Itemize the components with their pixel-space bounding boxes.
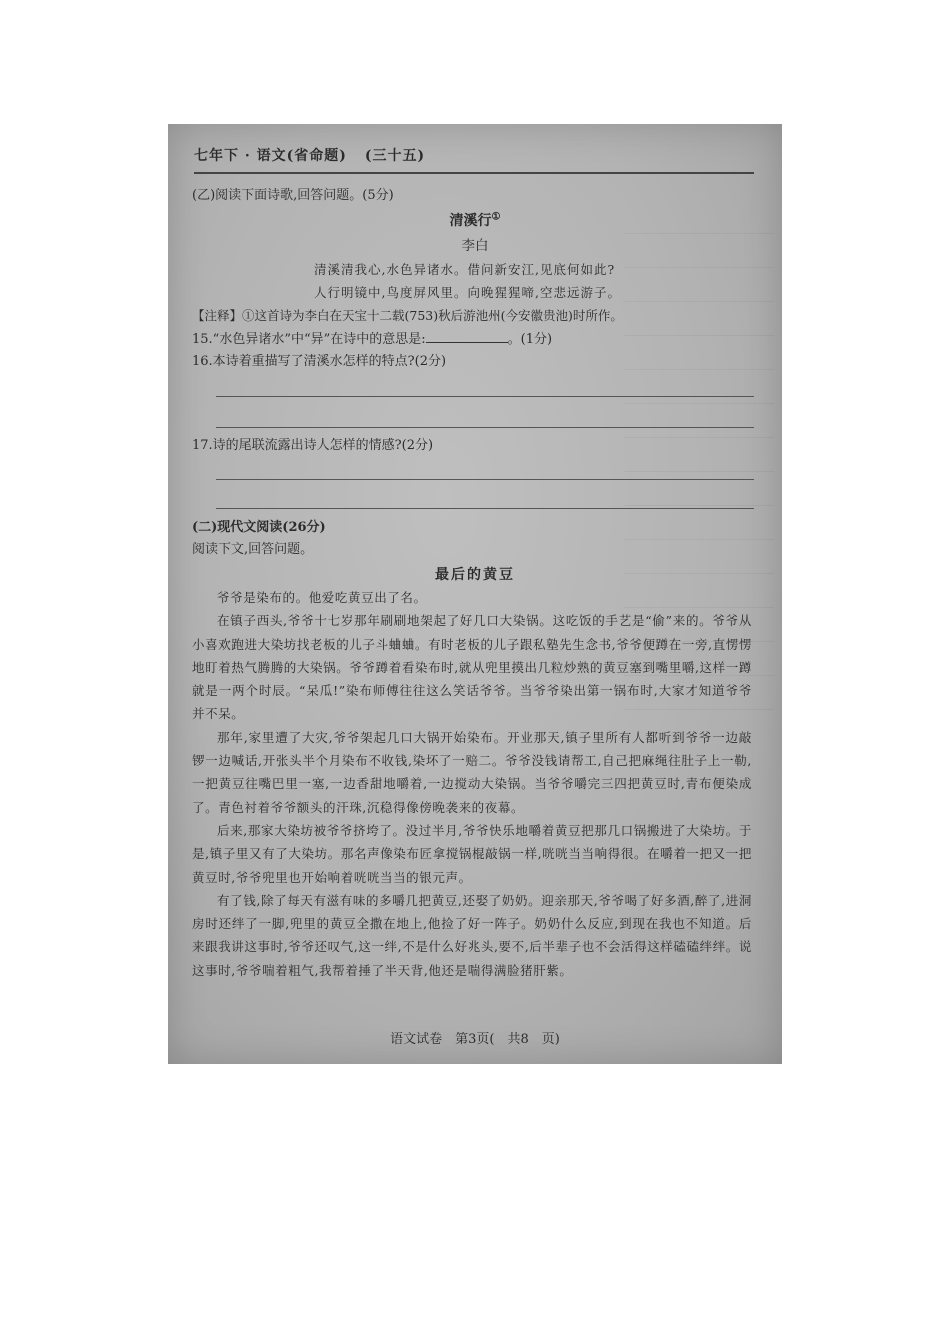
article-paragraph: 那年,家里遭了大灾,爷爷架起几口大锅开始染布。开业那天,镇子里所有人都听到爷爷一边敲锣一边喊话,开张头半个月染布不收钱,染坏了一赔二。爷爷没钱请帮工,自己把麻绳往肚子上一勒,一把黄豆往嘴巴里一塞,一边香甜地嚼着,一边搅动大染锅。当爷爷嚼完三四把黄豆时,青布便染成了。青色衬着爷爷额头的汗珠,沉稳得像傍晚袭来的夜幕。 (192, 729, 752, 815)
section-modern-instruction: 阅读下文,回答问题。 (192, 542, 314, 557)
header-title: 七年下 · 语文(省命题) (194, 148, 347, 164)
article-paragraph: 后来,那家大染坊被爷爷挤垮了。没过半月,爷爷快乐地嚼着黄豆把那几口锅搬进了大染坊。于是,镇子里又有了大染坊。那名声像染布匠拿搅锅棍敲锅一样,咣咣当当响得很。在嚼着一把又一把黄豆时,爷爷兜里也开始响着咣咣当当的银元声。 (192, 822, 752, 885)
poem-title-line (168, 210, 782, 230)
poem-author: 李白 (461, 238, 489, 254)
header-number: (三十五) (364, 148, 426, 164)
article-title: 最后的黄豆 (435, 567, 515, 583)
section-b-instruction: (乙)阅读下面诗歌,回答问题。(5分) (192, 188, 394, 203)
page-header (194, 138, 754, 174)
poem-line-2: 人行明镜中,鸟度屏风里。向晚猩猩啼,空悲远游子。 (314, 285, 621, 300)
q17-answer-line-1[interactable] (216, 479, 754, 480)
q15-suffix: 。(1分) (507, 332, 553, 347)
article-body (192, 586, 752, 982)
article-paragraph: 爷爷是染布的。他爱吃黄豆出了名。 (217, 590, 427, 605)
q15-answer-blank[interactable] (426, 330, 508, 343)
article-paragraph: 有了钱,除了每天有滋有味的多嚼几把黄豆,还娶了奶奶。迎亲那天,爷爷喝了好多酒,醉了,进洞房时还绊了一脚,兜里的黄豆全撒在地上,他捡了好一阵子。奶奶什么反应,到现在我也不知道。后来跟我讲这事时,爷爷还叹气,这一绊,不是什么好兆头,要不,后半辈子也不会活得这样磕磕绊绊。说这事时,爷爷喘着粗气,我帮着捶了半天背,他还是喘得满脸猪肝紫。 (192, 892, 752, 978)
article-paragraph: 在镇子西头,爷爷十七岁那年刷刷地架起了好几口大染锅。这吃饭的手艺是“偷”来的。爷爷从小喜欢跑进大染坊找老板的儿子斗蛐蛐。有时老板的儿子跟私塾先生念书,爷爷便蹲在一旁,直愣愣地盯着热气腾腾的大染锅。爷爷蹲着看染布时,就从兜里摸出几粒炒熟的黄豆塞到嘴里嚼,这样一蹲就是一两个时辰。“呆瓜!”染布师傅往往这么笑话爷爷。当爷爷染出第一锅布时,大家才知道爷爷并不呆。 (192, 613, 752, 722)
question-15 (192, 328, 754, 347)
question-16: 16.本诗着重描写了清溪水怎样的特点?(2分) (192, 354, 447, 369)
q16-answer-line-2[interactable] (216, 427, 754, 428)
poem-note-mark: ① (491, 211, 501, 223)
scanned-exam-page (168, 124, 782, 1064)
q15-prefix: 15.“水色异诸水”中“异”在诗中的意思是: (192, 332, 426, 347)
poem-line-1: 清溪清我心,水色异诸水。借问新安江,见底何如此? (314, 262, 616, 277)
page-footer: 语文试卷 第3页( 共8 页) (390, 1032, 560, 1047)
q17-answer-line-2[interactable] (216, 508, 754, 509)
poem-title: 清溪行 (449, 213, 492, 229)
question-17: 17.诗的尾联流露出诗人怎样的情感?(2分) (192, 438, 434, 453)
q16-answer-line-1[interactable] (216, 396, 754, 397)
section-modern-heading: (二)现代文阅读(26分) (192, 520, 326, 535)
poem-annotation: 【注释】①这首诗为李白在天宝十二载(753)秋后游池州(今安徽贵池)时所作。 (192, 308, 623, 323)
